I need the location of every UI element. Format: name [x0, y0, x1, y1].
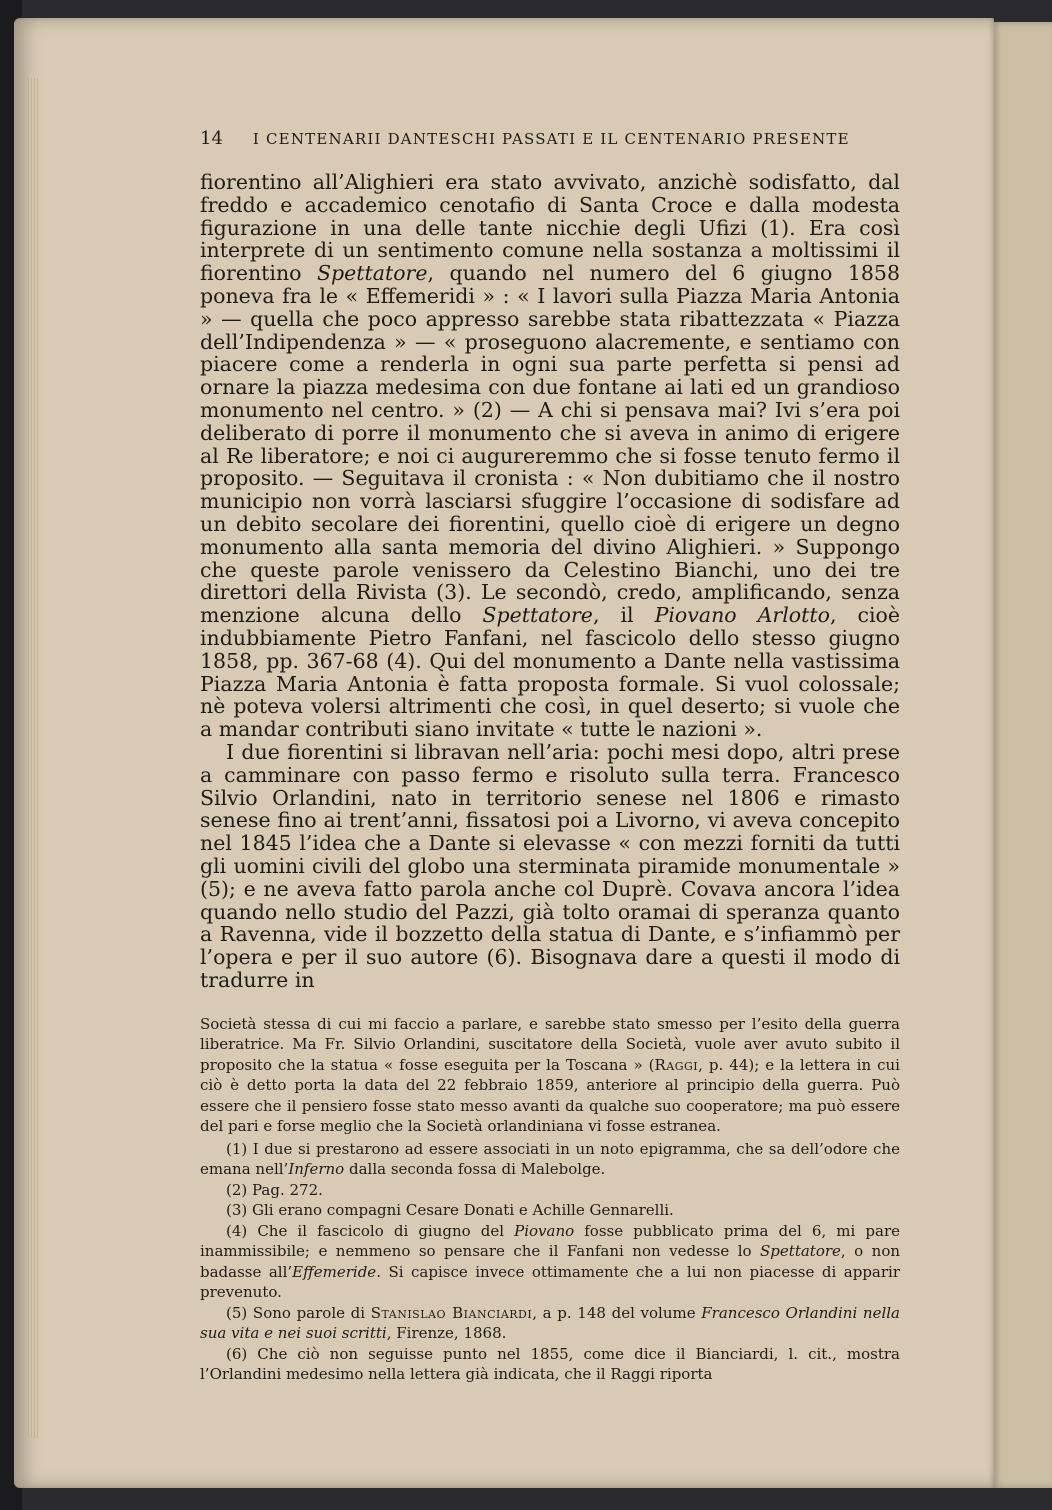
footnote-4: (4) Che il fascicolo di giugno del Piovano fosse pubblicato prima del 6, mi pare inammissibile; e nemmeno so pensare che il Fanfani non vedesse lo Spettatore, o non badasse all’Effemeride. Si capisce invece ottimamente che a lui non piacesse di apparir prevenuto. — [200, 1221, 901, 1302]
page-number: 14 — [200, 128, 223, 149]
running-title: I CENTENARII DANTESCHI PASSATI E IL CENTENARIO PRESENTE — [252, 130, 850, 148]
facing-page-edge — [990, 22, 1052, 1488]
running-header — [200, 128, 900, 149]
footnote-2: (2) Pag. 272. — [226, 1180, 323, 1199]
footnote-6: (6) Che ciò non seguisse punto nel 1855, come dice il Bianciardi, l. cit., mostra l’Orlandini medesimo nella lettera già indicata, che il Raggi riporta — [200, 1344, 900, 1384]
main-text — [200, 171, 900, 992]
footnote-1: (1) I due si prestarono ad essere associati in un noto epigramma, che sa dell’odore che emana nell’Inferno dalla seconda fossa di Malebolge. — [200, 1139, 900, 1179]
page-stack-edge — [28, 78, 38, 1438]
footnote-3: (3) Gli erano compagni Cesare Donati e Achille Gennarelli. — [226, 1201, 674, 1220]
page-content — [200, 128, 900, 1385]
footnotes — [200, 1014, 900, 1385]
footnote-5: (5) Sono parole di Stanislao Bianciardi, a p. 148 del volume Francesco Orlandini nella sua vita e nei suoi scritti, Firenze, 1868. — [200, 1303, 900, 1343]
footnote-continuation: Società stessa di cui mi faccio a parlare, e sarebbe stato smesso per l’esito della guerra liberatrice. Ma Fr. Silvio Orlandini, suscitatore della Società, vuole aver avuto subito il proposito che la statua « fosse eseguita per la Toscana » (Raggi, p. 44); e la lettera in cui ciò è detto porta la data del 22 febbraio 1859, anteriore al principio della guerra. Può essere che il pensiero fosse stato messo avanti da qualche suo cooperatore; ma può essere del pari e forse meglio che la Società orlandiniana vi fosse estranea. — [200, 1014, 900, 1136]
paragraph-2: I due fiorentini si libravan nell’aria: pochi mesi dopo, altri prese a camminare con passo fermo e risoluto sulla terra. Francesco Silvio Orlandini, nato in territorio senese nel 1806 e rimasto senese fino ai trent’anni, fissatosi poi a Livorno, vi aveva concepito nel 1845 l’idea che a Dante si elevasse « con mezzi forniti da tutti gli uomini civili del globo una sterminata piramide monumentale » (5); e ne aveva fatto parola anche col Duprè. Covava ancora l’idea quando nello studio del Pazzi, già tolto oramai di speranza quanto a Ravenna, vide il bozzetto della statua di Dante, e s’infiammò per l’opera e per il suo autore (6). Bisognava dare a questi il modo di tradurre in — [200, 739, 900, 992]
paragraph-1: fiorentino all’Alighieri era stato avvivato, anzichè sodisfatto, dal freddo e accademico cenotafio di Santa Croce e dalla modesta figurazione in una delle tante nicchie degli Ufizi (1). Era così interprete di un sentimento comune nella sostanza a moltissimi il fiorentino Spettatore, quando nel numero del 6 giugno 1858 poneva fra le « Effemeridi » : « I lavori sulla Piazza Maria Antonia » — quella che poco appresso sarebbe stata ribattezzata « Piazza dell’Indipendenza » — « proseguono alacremente, e sentiamo con piacere come a renderla in ogni sua parte perfetta si pensi ad ornare la piazza medesima con due fontane ai lati ed un grandioso monumento nel centro. » (2) — A chi si pensava mai? Ivi s’era poi deliberato di porre il monumento che si aveva in animo di erigere al Re liberatore; e noi ci augureremmo che si fosse tenuto fermo il proposito. — Seguitava il cronista : « Non dubitiamo che il nostro municipio non vorrà lasciarsi sfuggire l’occasione di sodisfare ad un debito secolare dei fiorentini, quello cioè di erigere un degno monumento alla santa memoria del divino Alighieri. » Suppongo che queste parole venissero da Celestino Bianchi, uno dei tre direttori della Rivista (3). Le secondò, credo, amplificando, senza menzione alcuna dello Spettatore, il Piovano Arlotto, cioè indubbiamente Pietro Fanfani, nel fascicolo dello stesso giugno 1858, pp. 367-68 (4). Qui del monumento a Dante nella vastissima Piazza Maria Antonia è fatta proposta formale. Si vuol colossale; nè poteva volersi altrimenti che così, in quel deserto; si vuole che a mandar contributi siano invitate « tutte le nazioni ». — [200, 170, 900, 742]
